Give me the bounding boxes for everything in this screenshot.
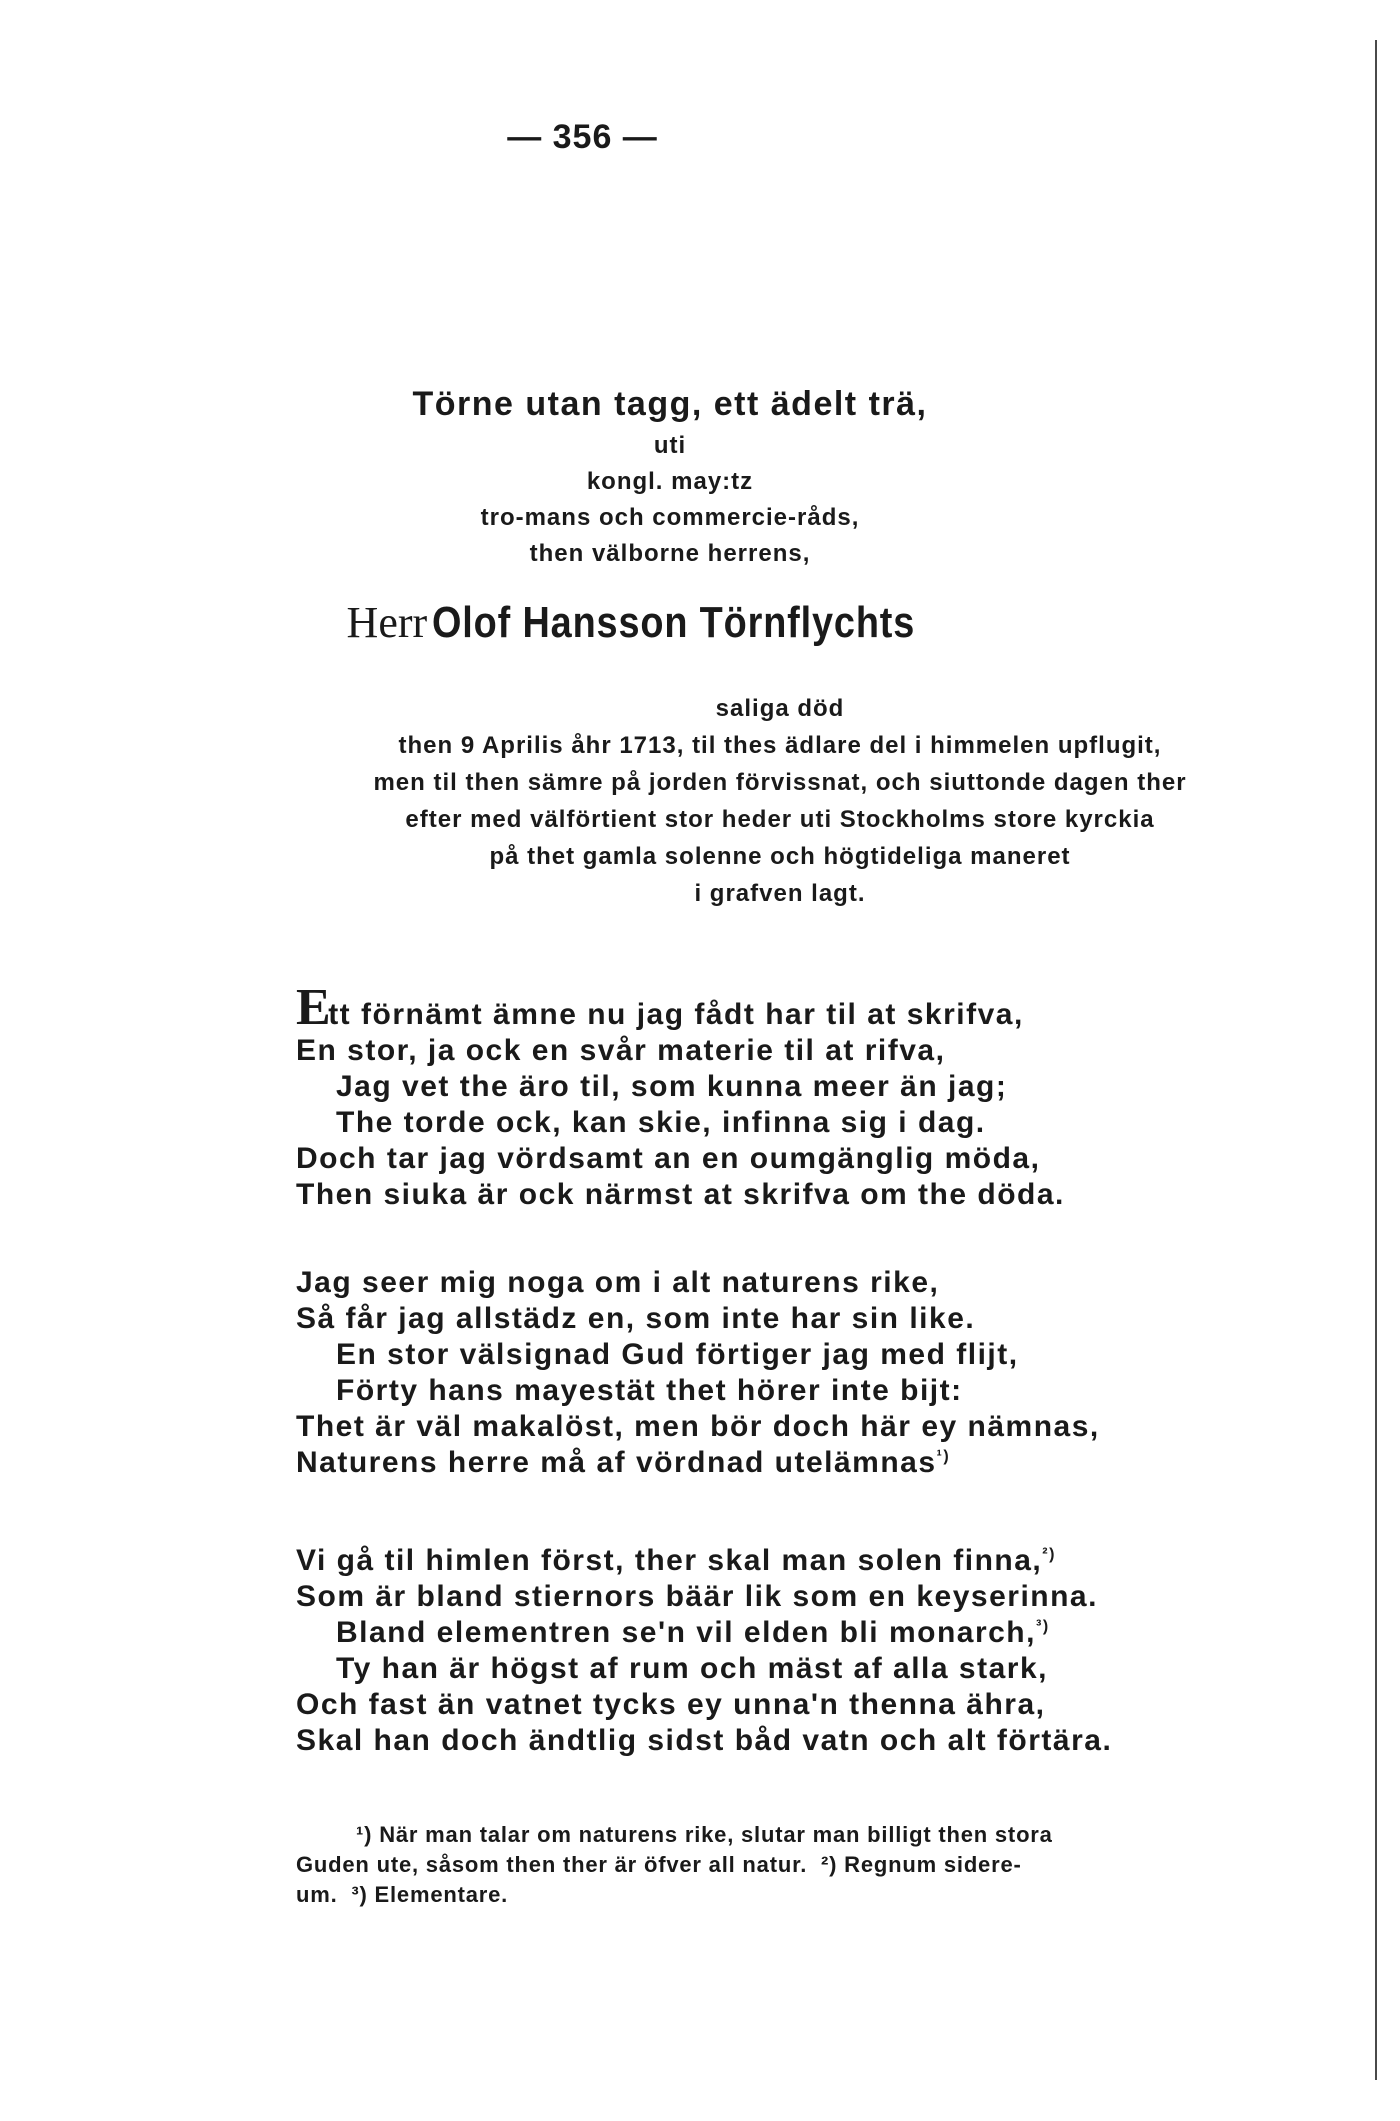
verse-line xyxy=(296,1445,1306,1481)
death-notice xyxy=(270,690,1290,912)
verse-line: En stor, ja ock en svår materie til at rifva, xyxy=(296,1034,946,1067)
title-line: Törne utan tagg, ett ädelt trä, xyxy=(412,385,928,423)
footnote-marker: ²) xyxy=(820,1852,838,1877)
verse-line: En stor välsignad Gud förtiger jag med flijt, xyxy=(336,1338,1019,1371)
honoree-name: Olof Hansson Törnflychts xyxy=(431,598,915,647)
footnote-ref: ²) xyxy=(1042,1546,1056,1563)
verse-line: Then siuka är ock närmst at skrifva om the döda. xyxy=(296,1178,1065,1211)
honoree-line xyxy=(290,588,1050,668)
verse-line: Jag vet the äro til, som kunna meer än jag; xyxy=(336,1070,1008,1103)
verse-line xyxy=(296,979,1306,1036)
verse-text: Naturens herre må af vördnad utelämnas xyxy=(296,1446,937,1479)
page-edge-rule xyxy=(1375,40,1377,2080)
title-line: then välborne herrens, xyxy=(529,540,811,567)
verse-line: Förty hans mayestät thet hörer inte bijt: xyxy=(336,1374,963,1407)
footnote-text: um. xyxy=(296,1882,338,1907)
footnote-ref: ³) xyxy=(1035,1618,1050,1635)
death-line: efter med välförtient stor heder uti Stockholms store kyrckia xyxy=(405,806,1155,833)
footnote-line xyxy=(296,1850,1276,1880)
verse-line: Och fast än vatnet tycks ey unna'n thenna ähra, xyxy=(296,1688,1046,1721)
death-line: saliga död xyxy=(715,695,845,722)
footnote-line xyxy=(296,1880,1276,1910)
footnote-text: När man talar om naturens rike, slutar man billigt then stora xyxy=(379,1822,1053,1847)
drop-cap: E xyxy=(296,979,333,1036)
verse-line: Så får jag allstädz en, som inte har sin like. xyxy=(296,1302,976,1335)
stanza-3 xyxy=(296,1543,1306,1759)
verse-line: Doch tar jag vördsamt an en oumgänglig möda, xyxy=(296,1142,1041,1175)
verse-line: Ty han är högst af rum och mäst af alla stark, xyxy=(336,1652,1048,1685)
verse-line: Jag seer mig noga om i alt naturens rike, xyxy=(296,1266,940,1299)
dedication-title xyxy=(290,380,1050,668)
page-number: — 356 — xyxy=(507,118,658,156)
title-line: tro-mans och commercie-råds, xyxy=(480,504,860,531)
verse-line: Som är bland stiernors bäär lik som en keyserinna. xyxy=(296,1580,1098,1613)
verse-line: Skal han doch ändtlig sidst båd vatn och alt förtära. xyxy=(296,1724,1113,1757)
footnote-ref: ¹) xyxy=(936,1448,951,1465)
footnote-marker: ¹) xyxy=(356,1822,373,1847)
footnote-text: Regnum sidere- xyxy=(844,1852,1022,1877)
verse-text: Vi gå til himlen först, ther skal man solen finna, xyxy=(296,1544,1043,1577)
title-line: uti xyxy=(653,432,687,459)
title-line: kongl. may:tz xyxy=(586,468,754,495)
verse-text: tt förnämt ämne nu jag fådt har til at skrifva, xyxy=(328,998,1024,1031)
verse-line: The torde ock, kan skie, infinna sig i dag. xyxy=(336,1106,986,1139)
death-line: men til then sämre på jorden förvissnat, och siuttonde dagen ther xyxy=(373,769,1187,796)
stanza-2 xyxy=(296,1265,1306,1481)
death-line: then 9 Aprilis åhr 1713, til thes ädlare del i himmelen upflugit, xyxy=(398,732,1162,759)
stanza-1 xyxy=(296,979,1306,1213)
footnotes xyxy=(296,1820,1276,1910)
death-line: i grafven lagt. xyxy=(694,880,866,907)
death-line: på thet gamla solenne och högtideliga maneret xyxy=(489,843,1071,870)
verse-line: Thet är väl makalöst, men bör doch här ey nämnas, xyxy=(296,1410,1100,1443)
footnote-marker: ³) xyxy=(351,1882,368,1907)
verse-text: Bland elementren se'n vil elden bli monarch, xyxy=(336,1616,1036,1649)
verse-line xyxy=(296,1615,1306,1651)
footnote-line xyxy=(296,1820,1276,1850)
footnote-text: Guden ute, såsom then ther är öfver all natur. xyxy=(296,1852,808,1877)
honorific: Herr xyxy=(346,598,428,647)
footnote-text: Elementare. xyxy=(374,1882,509,1907)
verse-line xyxy=(296,1543,1306,1579)
